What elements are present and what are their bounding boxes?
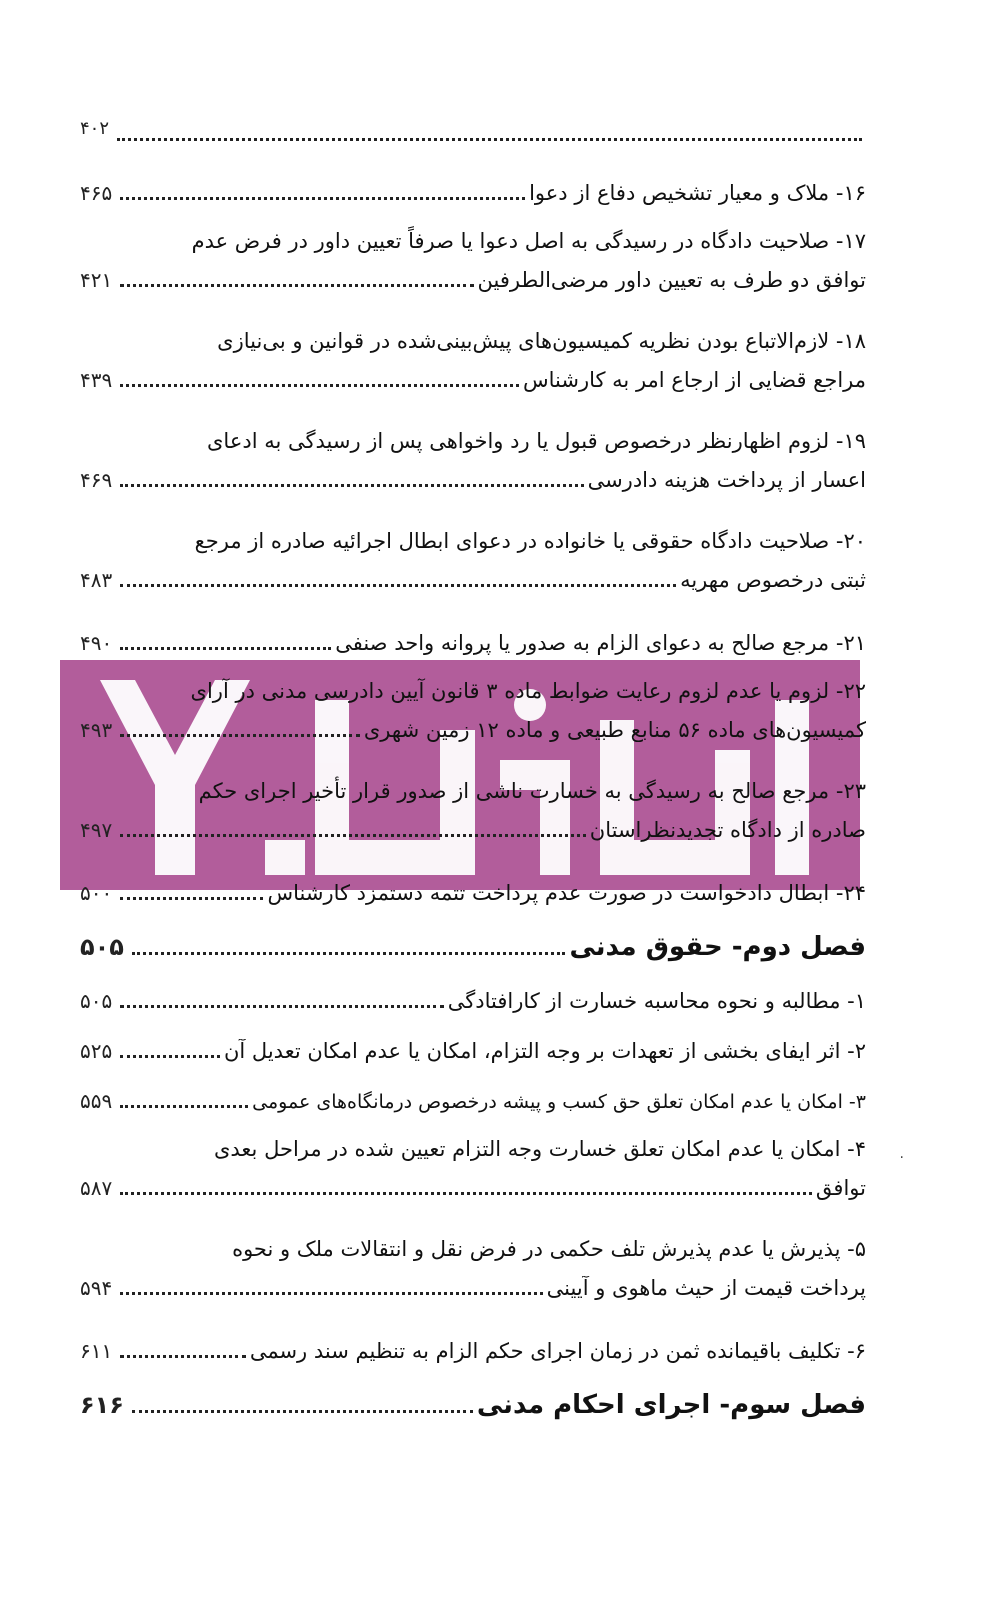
toc-title: ۱- مطالبه و نحوه محاسبه خسارت از کارافتادگی [447, 988, 866, 1013]
toc-title: ۲- اثر ایفای بخشی از تعهدات بر وجه التزام، امکان یا عدم امکان تعدیل آن [224, 1038, 866, 1063]
toc-title-line2: پرداخت قیمت از حیث ماهوی و آیینی [546, 1276, 866, 1300]
toc-chapter-title: فصل دوم- حقوق مدنی [569, 932, 866, 962]
toc-title-line2: کمیسیون‌های ماده ۵۶ منابع طبیعی و ماده ۱۲ زمین شهری [363, 718, 866, 742]
toc-title: ۳- امکان یا عدم امکان تعلق حق کسب و پیشه درخصوص درمانگاه‌های عمومی [252, 1090, 866, 1113]
toc-entry-24[interactable] [80, 868, 866, 918]
toc-title-line1: ۱۹- لزوم اظهارنظر درخصوص قبول یا رد واخواهی پس از رسیدگی به ادعای [206, 429, 866, 453]
toc-leader [120, 1355, 246, 1358]
toc-title-line2: صادره از دادگاه تجدیدنظراستان [589, 818, 866, 842]
toc-title-line2: ثبتی درخصوص مهریه [680, 568, 866, 592]
toc-title: ۲۱- مرجع صالح به دعوای الزام به صدور یا پروانه واحد صنفی [335, 630, 866, 655]
toc-page-number: ۴۶۵ [80, 180, 113, 205]
toc-page-number: ۴۳۹ [80, 368, 113, 392]
toc-page-number: ۵۵۹ [80, 1088, 113, 1113]
toc-page-number: ۴۲۱ [80, 268, 113, 292]
toc-entry-c2-3[interactable] [80, 1076, 866, 1126]
toc-leader [120, 897, 263, 900]
toc-entry-22[interactable] [80, 668, 866, 768]
toc-page-number: ۵۸۷ [80, 1176, 113, 1200]
toc-chapter-3[interactable] [80, 1376, 866, 1434]
toc-title-line1: ۱۷- صلاحیت دادگاه در رسیدگی به اصل دعوا یا صرفاً تعیین داور در فرض عدم [191, 229, 866, 253]
toc-title: ۲۴- ابطال دادخواست در صورت عدم پرداخت تتمه دستمزد کارشناس [267, 880, 866, 905]
toc-leader [120, 484, 583, 487]
toc-leader [120, 584, 676, 587]
toc-entry-21[interactable] [80, 618, 866, 668]
toc-leader [120, 1005, 444, 1008]
toc-page-number: ۶۱۶ [80, 1391, 124, 1419]
toc-entry-16[interactable] [80, 168, 866, 218]
toc-leader [120, 1055, 220, 1058]
toc-title-line2: اعسار از پرداخت هزینه دادرسی [587, 468, 866, 492]
toc-leader [117, 138, 862, 141]
toc-page-number: ۵۰۰ [80, 880, 113, 905]
toc-page-number: ۴۹۰ [80, 630, 113, 655]
toc-leader [120, 734, 360, 737]
toc-leader [120, 647, 331, 650]
toc-chapter-title: فصل سوم- اجرای احکام مدنی [476, 1390, 866, 1420]
toc-entry-c2-5[interactable] [80, 1226, 866, 1326]
toc-page-number: ۴۹۳ [80, 718, 113, 742]
toc-leader [120, 384, 519, 387]
toc-entry-continuation[interactable] [80, 118, 866, 168]
toc-leader [120, 1105, 248, 1108]
toc-title-line2: توافق دو طرف به تعیین داور مرضی‌الطرفین [477, 268, 866, 292]
toc-page-number: ۶۱۱ [80, 1338, 113, 1363]
toc-leader [120, 197, 525, 200]
toc-entry-c2-2[interactable] [80, 1026, 866, 1076]
toc-leader [132, 952, 566, 955]
toc-title-line1: ۴- امکان یا عدم امکان تعلق خسارت وجه التزام تعیین شده در مراحل بعدی [213, 1137, 866, 1161]
toc-title: ۱۶- ملاک و معیار تشخیص دفاع از دعوا [529, 180, 866, 205]
toc-page-number: ۴۶۹ [80, 468, 113, 492]
toc-page-number: ۵۰۵ [80, 933, 124, 961]
toc-title-line2: توافق [815, 1176, 866, 1200]
toc-entry-c2-4[interactable] [80, 1126, 904, 1226]
toc-entry-c2-6[interactable] [80, 1326, 866, 1376]
toc-list [80, 118, 904, 1434]
toc-page-number: ۵۲۵ [80, 1038, 113, 1063]
toc-title-line1: ۲۳- مرجع صالح به رسیدگی به خسارت ناشی از صدور قرار تأخیر اجرای حکم [198, 779, 866, 803]
toc-page-number: ۵۰۵ [80, 988, 113, 1013]
toc-page-number: ۴۸۳ [80, 568, 113, 592]
toc-page-number: ۴۰۲ [80, 118, 110, 139]
toc-entry-20[interactable] [80, 518, 866, 618]
toc-title: ۶- تکلیف باقیمانده ثمن در زمان اجرای حکم الزام به تنظیم سند رسمی [249, 1338, 866, 1363]
toc-title-line1: ۲۲- لزوم یا عدم لزوم رعایت ضوابط ماده ۳ قانون آیین دادرسی مدنی در آرای [190, 679, 866, 703]
toc-entry-23[interactable] [80, 768, 866, 868]
toc-title-line1: ۲۰- صلاحیت دادگاه حقوقی یا خانواده در دعوای ابطال اجرائیه صادره از مرجع [194, 529, 866, 553]
toc-title-line2: مراجع قضایی از ارجاع امر به کارشناس [522, 368, 866, 392]
toc-page-number: ۵۹۴ [80, 1276, 113, 1300]
margin-mark: . [899, 1146, 904, 1162]
toc-chapter-2[interactable] [80, 918, 866, 976]
toc-leader [120, 1192, 812, 1195]
toc-entry-18[interactable] [80, 318, 866, 418]
toc-leader [120, 834, 586, 837]
toc-entry-c2-1[interactable] [80, 976, 866, 1026]
toc-entry-17[interactable] [80, 218, 866, 318]
toc-page-number: ۴۹۷ [80, 818, 113, 842]
toc-title-line1: ۱۸- لازم‌الاتباع بودن نظریه کمیسیون‌های پیش‌بینی‌شده در قوانین و بی‌نیازی [217, 329, 866, 353]
toc-leader [132, 1410, 473, 1413]
toc-leader [120, 1292, 542, 1295]
toc-title-line1: ۵- پذیرش یا عدم پذیرش تلف حکمی در فرض نقل و انتقالات ملک و نحوه [232, 1237, 866, 1261]
toc-leader [120, 284, 473, 287]
toc-entry-19[interactable] [80, 418, 866, 518]
